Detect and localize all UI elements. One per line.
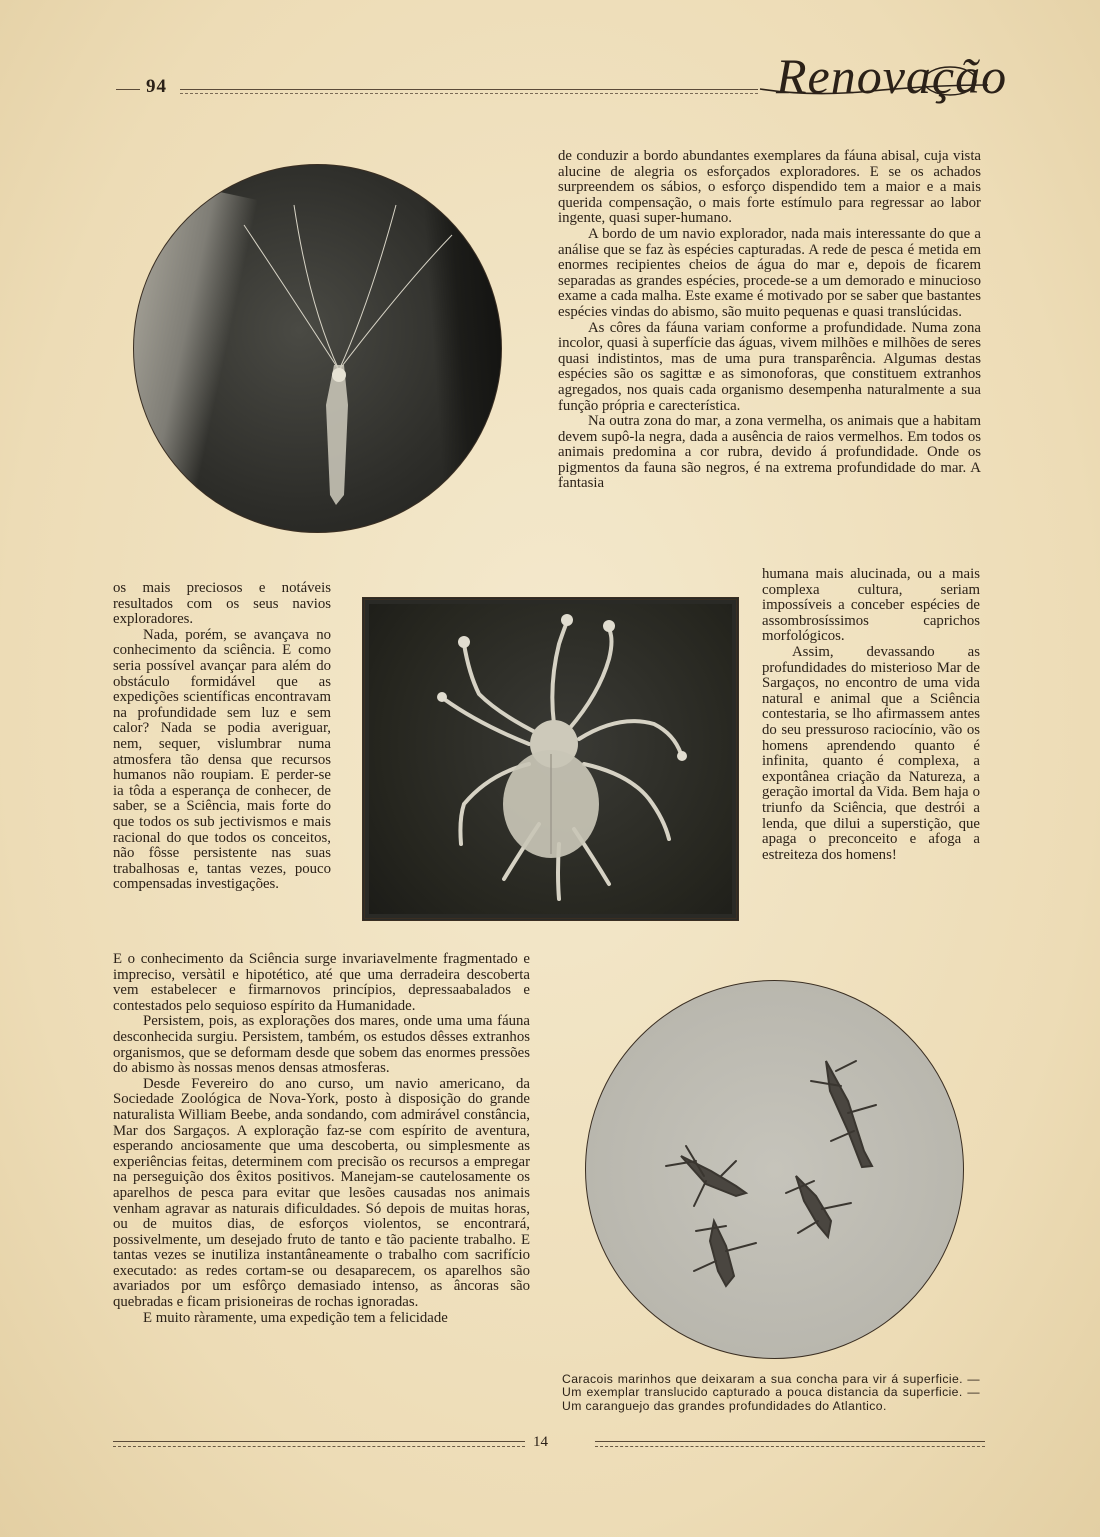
left-column-text: [113, 952, 530, 1326]
photo-sea-snails: [585, 980, 964, 1359]
footer-rule-left: [113, 1441, 525, 1442]
left-narrow-text: [113, 581, 331, 893]
paragraph: E muito ràramente, uma expedição tem a felicidade: [143, 1309, 448, 1326]
magazine-title: Renovação: [776, 48, 1008, 104]
paragraph: de conduzir a bordo abundantes exemplares da fáuna abisal, cuja vista alucine de alegria os esforçados exploradores. E se os achados surpreendem os sábios, o esforço dispendido tem a maior e a mais querida compensação, o mais forte estímulo para regressar ao labor ingente, quasi super-humano.: [558, 148, 981, 227]
translucent-specimen-figure: [134, 165, 501, 532]
header-rule-left: [116, 89, 140, 90]
paragraph: Assim, devassando as profundidades do misterioso Mar de Sargaços, no encontro de uma vida natural e animal que a Sciência contestaria, se lho afirmassem antes do seu pressuroso raciocínio, vão os homens aprendendo quanto é infinita, quanto é complexa, a expontânea criação da Natureza, a geração imortal da Vida. Bem haja o triunfo da Sciência, que destrói a lenda, que dilui a superstição, que apaga o preconceito e afoga a estreiteza dos homens!: [762, 643, 980, 863]
figure-caption: Caracois marinhos que deixaram a sua concha para vir á superficie. — Um exemplar translucido capturado a pouca distancia da superficie. — Um caranguejo das grandes profundidades do Atlantico.: [562, 1372, 980, 1413]
paragraph: Persistem, pois, as explorações dos mares, onde uma uma fáuna desconhecida surgiu. Persistem, também, os estudos dêsses extranhos organismos, que se deformam desde que sobem das enormes pressões do abismo às nossas menos densas atmosferas.: [113, 1013, 530, 1077]
photo-translucent-specimen: [133, 164, 502, 533]
paragraph: E o conhecimento da Sciência surge invariavelmente fragmentado e impreciso, versàtil e hipotético, até que uma derradeira descoberta vem estabelecer e firmarnovos princípios, depressaabalados e contestados pelo sequioso espírito da Humanidade.: [113, 951, 530, 1014]
photo-deep-sea-crab: [362, 597, 739, 921]
crab-figure: [369, 604, 732, 914]
footer-rule-right: [595, 1441, 985, 1442]
paragraph: Nada, porém, se avançava no conhecimento da sciência. E como seria possível avançar para além do obstáculo formidável que as expedições scientíficas encontravam na profundidade sem luz e sem calor? Nada se podia averiguar, nem, sequer, vislumbrar numa atmosfera tão densa que recursos humanos não roupiam. E perder-se ia tôda a esperança de conhecer, de saber, se a Sciência, mais forte do que todos os sub jectivismos e mais racional do que todos os conceitos, não fôsse persistente nas suas trabalhosas e, tantas vezes, pouco compensadas investigações.: [113, 626, 331, 893]
logo-flourish: [752, 45, 992, 105]
header-rule-dashed: [180, 93, 758, 94]
footer-rule-right-dashed: [595, 1446, 985, 1447]
paragraph: Desde Fevereiro do ano curso, um navio americano, da Sociedade Zoológica de Nova-York, posto à disposição do grande naturalista William Beebe, anda sondando, com admirável constância, Mar dos Sargaços. A exploração faz-se com espírito de aventura, esperando anciosamente que uma descoberta, ou simplesmente as experiências feitas, determinem com precisão os recursos a empregar na perseguição dos êxitos positivos. Manejam-se cautelosamente os aparelhos de pesca para evitar que lesões causadas nos animais venham agravar as naturais dificuldades. Só depois de muitas horas, ou de muitos dias, de esforços violentos, se encontrará, possivelmente, um desejado fruto de tanto e tão paciente trabalho. E tantas vezes se inutiliza instantâneamente o trabalho com sacrifício executado: as redes cortam-se ou desaparecem, os aparelhos são avariados por um esfôrço demasiado intenso, as âncoras são quebradas e ficam prisioneiras de rochas ignoradas.: [113, 1075, 530, 1311]
sea-snails-figure: [586, 981, 963, 1358]
paragraph: os mais preciosos e notáveis resultados com os seus navios exploradores.: [113, 580, 331, 628]
footer-page-number: 14: [533, 1434, 548, 1450]
right-column-text: [558, 149, 981, 492]
paragraph: As côres da fáuna variam conforme a profundidade. Numa zona incolor, quasi à superfície das águas, vivem milhões e milhões de seres quasi indistintos, mas de uma pura transparência. Algumas destas espécies são os sagittæ e as simonoforas, que constituem extranhos agregados, nos quais cada organismo desempenha naturalmente a sua função própria e carecterística.: [558, 319, 981, 414]
header-rule: [180, 89, 758, 90]
page-number: 94: [146, 76, 167, 97]
paragraph: A bordo de um navio explorador, nada mais interessante do que a análise que se faz às espécies capturadas. A rede de pesca é metida em enormes recipientes cheios de água do mar e, depois de ficarem separadas as grandes espécies, procede-se a um demorado e minucioso exame a cada malha. Este exame é motivado por se saber que bastantes espécies vindas do abismo, são muito pequenas e quasi translúcidas.: [558, 225, 981, 320]
footer-rule-left-dashed: [113, 1446, 525, 1447]
paragraph: humana mais alucinada, ou a mais complexa cultura, seriam impossíveis a conceber espécies de assombrosíssimos caprichos morfológicos.: [762, 566, 980, 645]
right-narrow-text: [762, 567, 980, 863]
magazine-logo: [752, 45, 1008, 105]
paragraph: Na outra zona do mar, a zona vermelha, os animais que a habitam devem supô-la negra, dada a ausência de raios vermelhos. Em todos os animais predomina a cor rubra, devido á profundidade. Onde os pigmentos da fauna são negros, é na extrema profundidade do mar. A fantasia: [558, 413, 981, 492]
